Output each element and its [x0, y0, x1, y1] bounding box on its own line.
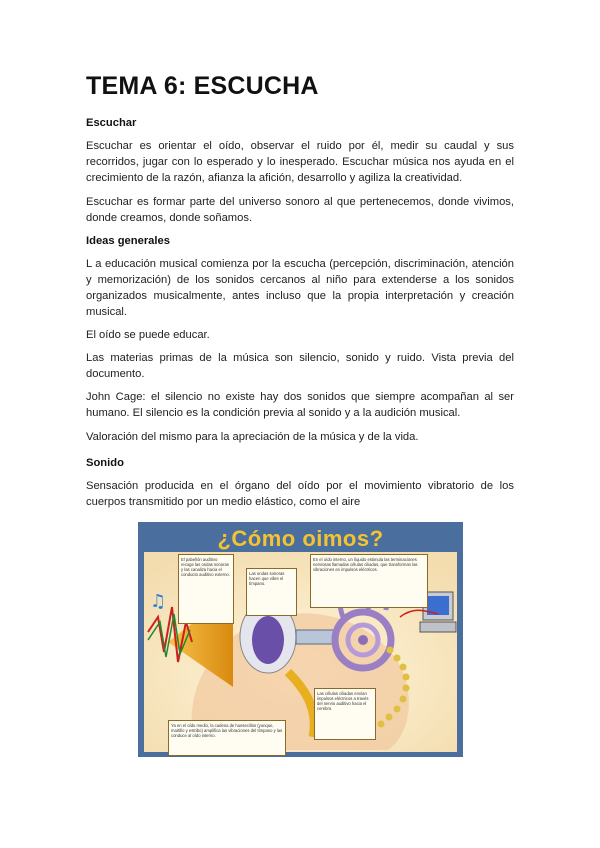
paragraph-sonido-1: Sensación producida en el órgano del oído por el movimiento vibratorio de los cuerpos transmitido por un medio elástico, como el aire: [86, 480, 514, 508]
figure-title: ¿Cómo oimos?: [217, 526, 384, 551]
note-celulas-ciliadas: Las células ciliadas envían impulsos eléctricos a través del nervio auditivo hacia el cerebro.: [314, 688, 376, 740]
paragraph-ideas-3: Las materias primas de la música son silencio, sonido y ruido. Vista previa del documento.: [86, 352, 514, 380]
note-timpano: Las ondas sonoras hacen que vibre el tímpano.: [246, 568, 297, 616]
heading-sonido: Sonido: [86, 457, 124, 469]
heading-escuchar: Escuchar: [86, 117, 137, 129]
paragraph-ideas-4: John Cage: el silencio no existe hay dos sonidos que siempre acompañan al ser humano. El silencio es la condición previa al sonido y a la audición musical.: [86, 391, 514, 419]
paragraph-escuchar-2: Escuchar es formar parte del universo sonoro al que pertenecemos, donde vivimos, donde creamos, donde soñamos.: [86, 196, 514, 224]
note-oido-interno: En el oído interno, un líquido estimula las terminaciones nerviosas llamadas células ciliadas, que transforman las vibraciones en impulsos eléctricos.: [310, 554, 428, 608]
paragraph-ideas-2: El oído se puede educar.: [86, 329, 210, 341]
middle-ear-bones: [296, 630, 336, 644]
eardrum: [252, 616, 284, 664]
heading-ideas-generales: Ideas generales: [86, 235, 170, 247]
note-oido-medio: Ya en el oído medio, la cadena de huesecillos (yunque, martillo y estribo) amplifica las vibraciones del tímpano y las conduce al oído interno.: [168, 720, 286, 756]
paragraph-ideas-1: L a educación musical comienza por la escucha (percepción, discriminación, atención y memorización) de los sonidos cercanos al niño para extenderse a los sonidos organizados musicalmente, antes incluso que la propia interpretación y creación musical.: [86, 258, 514, 318]
paragraph-escuchar-1: Escuchar es orientar el oído, observar el ruido por él, medir su caudal y sus recorridos, jugar con lo esperado y lo inesperado. Escuchar música nos ayuda en el crecimiento de la razón, afianza la afición, desarrollo y agiliza la creatividad.: [86, 140, 514, 184]
ear-diagram-figure: [138, 522, 463, 757]
page-title: TEMA 6: ESCUCHA: [86, 72, 319, 100]
note-pabellon: El pabellón auditivo recoge las ondas sonoras y las canaliza hacia el conducto auditivo externo.: [178, 554, 234, 624]
music-note-icon: ♫: [150, 591, 167, 612]
paragraph-ideas-5: Valoración del mismo para la apreciación de la música y de la vida.: [86, 431, 419, 443]
computer-keyboard-icon: [420, 622, 456, 632]
